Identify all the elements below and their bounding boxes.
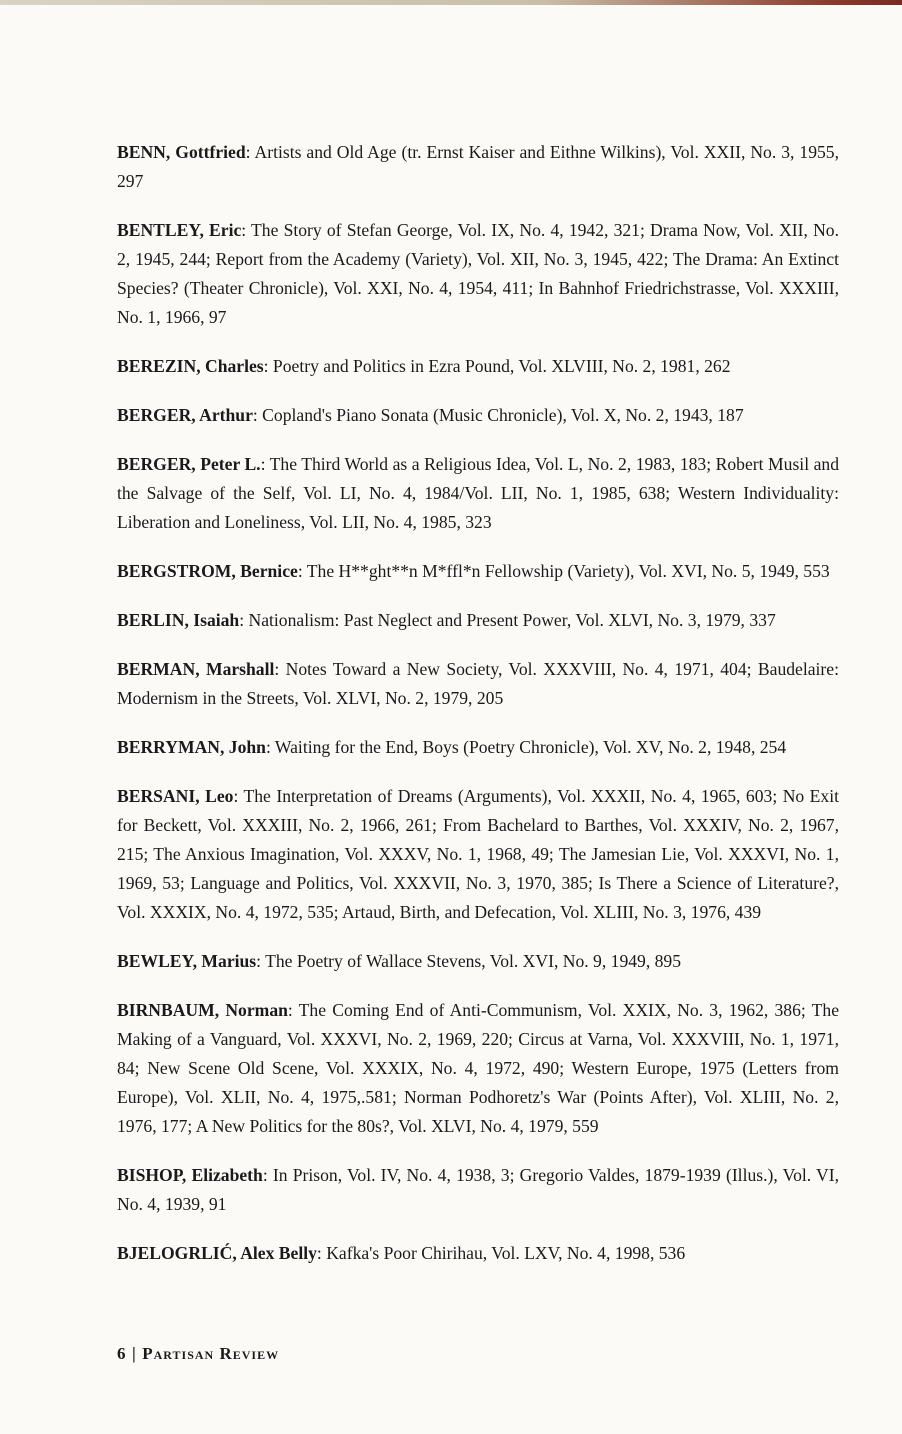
footer-separator: | xyxy=(132,1344,137,1363)
author-name: BERGER, Peter L. xyxy=(117,454,261,474)
entry-citations: : Copland's Piano Sonata (Music Chronicle), Vol. X, No. 2, 1943, 187 xyxy=(252,405,744,425)
entry-citations: : The H**ght**n M*ffl*n Fellowship (Variety), Vol. XVI, No. 5, 1949, 553 xyxy=(297,561,830,581)
author-name: BENTLEY, Eric xyxy=(117,220,242,240)
index-entry xyxy=(117,655,839,713)
author-name: BERGER, Arthur xyxy=(117,405,253,425)
entry-citations: : Waiting for the End, Boys (Poetry Chronicle), Vol. XV, No. 2, 1948, 254 xyxy=(265,737,787,757)
index-entry xyxy=(117,138,839,196)
author-name: BJELOGRLIĆ, Alex Belly xyxy=(117,1243,317,1263)
entry-citations: : The Interpretation of Dreams (Arguments), Vol. XXXII, No. 4, 1965, 603; No Exit for Beckett, Vol. XXXIII, No. 2, 1966, 261; From Bachelard to Barthes, Vol. XXXIV, No. 2, 1967, 215; The Anxious Imagination, Vol. XXXV, No. 1, 1968, 49; The Jamesian Lie, Vol. XXXVI, No. 1, 1969, 53; Language and Politics, Vol. XXXVII, No. 3, 1970, 385; Is There a Science of Literature?, Vol. XXXIX, No. 4, 1972, 535; Artaud, Birth, and Defecation, Vol. XLIII, No. 3, 1976, 439 xyxy=(117,786,840,922)
author-name: BERMAN, Marshall xyxy=(117,659,275,679)
author-name: BERLIN, Isaiah xyxy=(117,610,240,630)
index-entry xyxy=(117,782,839,927)
author-name: BERSANI, Leo xyxy=(117,786,234,806)
author-name: BERRYMAN, John xyxy=(117,737,266,757)
index-entry xyxy=(117,557,839,586)
index-entry xyxy=(117,352,839,381)
index-entry xyxy=(117,606,839,635)
author-name: BISHOP, Elizabeth xyxy=(117,1165,263,1185)
journal-title: Partisan Review xyxy=(142,1344,280,1363)
author-name: BERGSTROM, Bernice xyxy=(117,561,298,581)
index-entry xyxy=(117,401,839,430)
entry-citations: : Nationalism: Past Neglect and Present Power, Vol. XLVI, No. 3, 1979, 337 xyxy=(239,610,776,630)
entry-citations: : Artists and Old Age (tr. Ernst Kaiser and Eithne Wilkins), Vol. XXII, No. 3, 1955, 297 xyxy=(117,142,839,191)
entry-citations: : The Poetry of Wallace Stevens, Vol. XVI, No. 9, 1949, 895 xyxy=(256,951,682,971)
entry-citations: : Notes Toward a New Society, Vol. XXXVIII, No. 4, 1971, 404; Baudelaire: Modernism in the Streets, Vol. XLVI, No. 2, 1979, 205 xyxy=(117,659,839,708)
index-entry xyxy=(117,733,839,762)
index-entry xyxy=(117,216,839,332)
entry-citations: : Poetry and Politics in Ezra Pound, Vol. XLVIII, No. 2, 1981, 262 xyxy=(263,356,731,376)
entry-citations: : The Third World as a Religious Idea, Vol. L, No. 2, 1983, 183; Robert Musil and the Salvage of the Self, Vol. LI, No. 4, 1984/Vol. LII, No. 1, 1985, 638; Western Individuality: Liberation and Loneliness, Vol. LII, No. 4, 1985, 323 xyxy=(117,454,839,532)
entry-citations: : The Story of Stefan George, Vol. IX, No. 4, 1942, 321; Drama Now, Vol. XII, No. 2, 1945, 244; Report from the Academy (Variety), Vol. XII, No. 3, 1945, 422; The Drama: An Extinct Species? (Theater Chronicle), Vol. XXI, No. 4, 1954, 411; In Bahnhof Friedrichstrasse, Vol. XXXIII, No. 1, 1966, 97 xyxy=(117,220,840,327)
page-number: 6 xyxy=(117,1344,126,1363)
entry-citations: : In Prison, Vol. IV, No. 4, 1938, 3; Gregorio Valdes, 1879-1939 (Illus.), Vol. VI, No. 4, 1939, 91 xyxy=(117,1165,839,1214)
page-footer xyxy=(117,1344,279,1364)
index-entry xyxy=(117,947,839,976)
entry-citations: : The Coming End of Anti-Communism, Vol. XXIX, No. 3, 1962, 386; The Making of a Vanguard, Vol. XXXVI, No. 2, 1969, 220; Circus at Varna, Vol. XXXVIII, No. 1, 1971, 84; New Scene Old Scene, Vol. XXXIX, No. 4, 1972, 490; Western Europe, 1975 (Letters from Europe), Vol. XLII, No. 4, 1975,.581; Norman Podhoretz's War (Points After), Vol. XLIII, No. 2, 1976, 177; A New Politics for the 80s?, Vol. XLVI, No. 4, 1979, 559 xyxy=(117,1000,840,1136)
index-entry xyxy=(117,1161,839,1219)
index-entry xyxy=(117,450,839,537)
page-top-edge xyxy=(0,0,902,5)
author-name: BEWLEY, Marius xyxy=(117,951,257,971)
entry-citations: : Kafka's Poor Chirihau, Vol. LXV, No. 4, 1998, 536 xyxy=(316,1243,686,1263)
index-entry xyxy=(117,1239,839,1268)
author-name: BEREZIN, Charles xyxy=(117,356,264,376)
index-entry xyxy=(117,996,839,1141)
author-name: BENN, Gottfried xyxy=(117,142,246,162)
author-name: BIRNBAUM, Norman xyxy=(117,1000,288,1020)
index-entries xyxy=(117,138,839,1288)
